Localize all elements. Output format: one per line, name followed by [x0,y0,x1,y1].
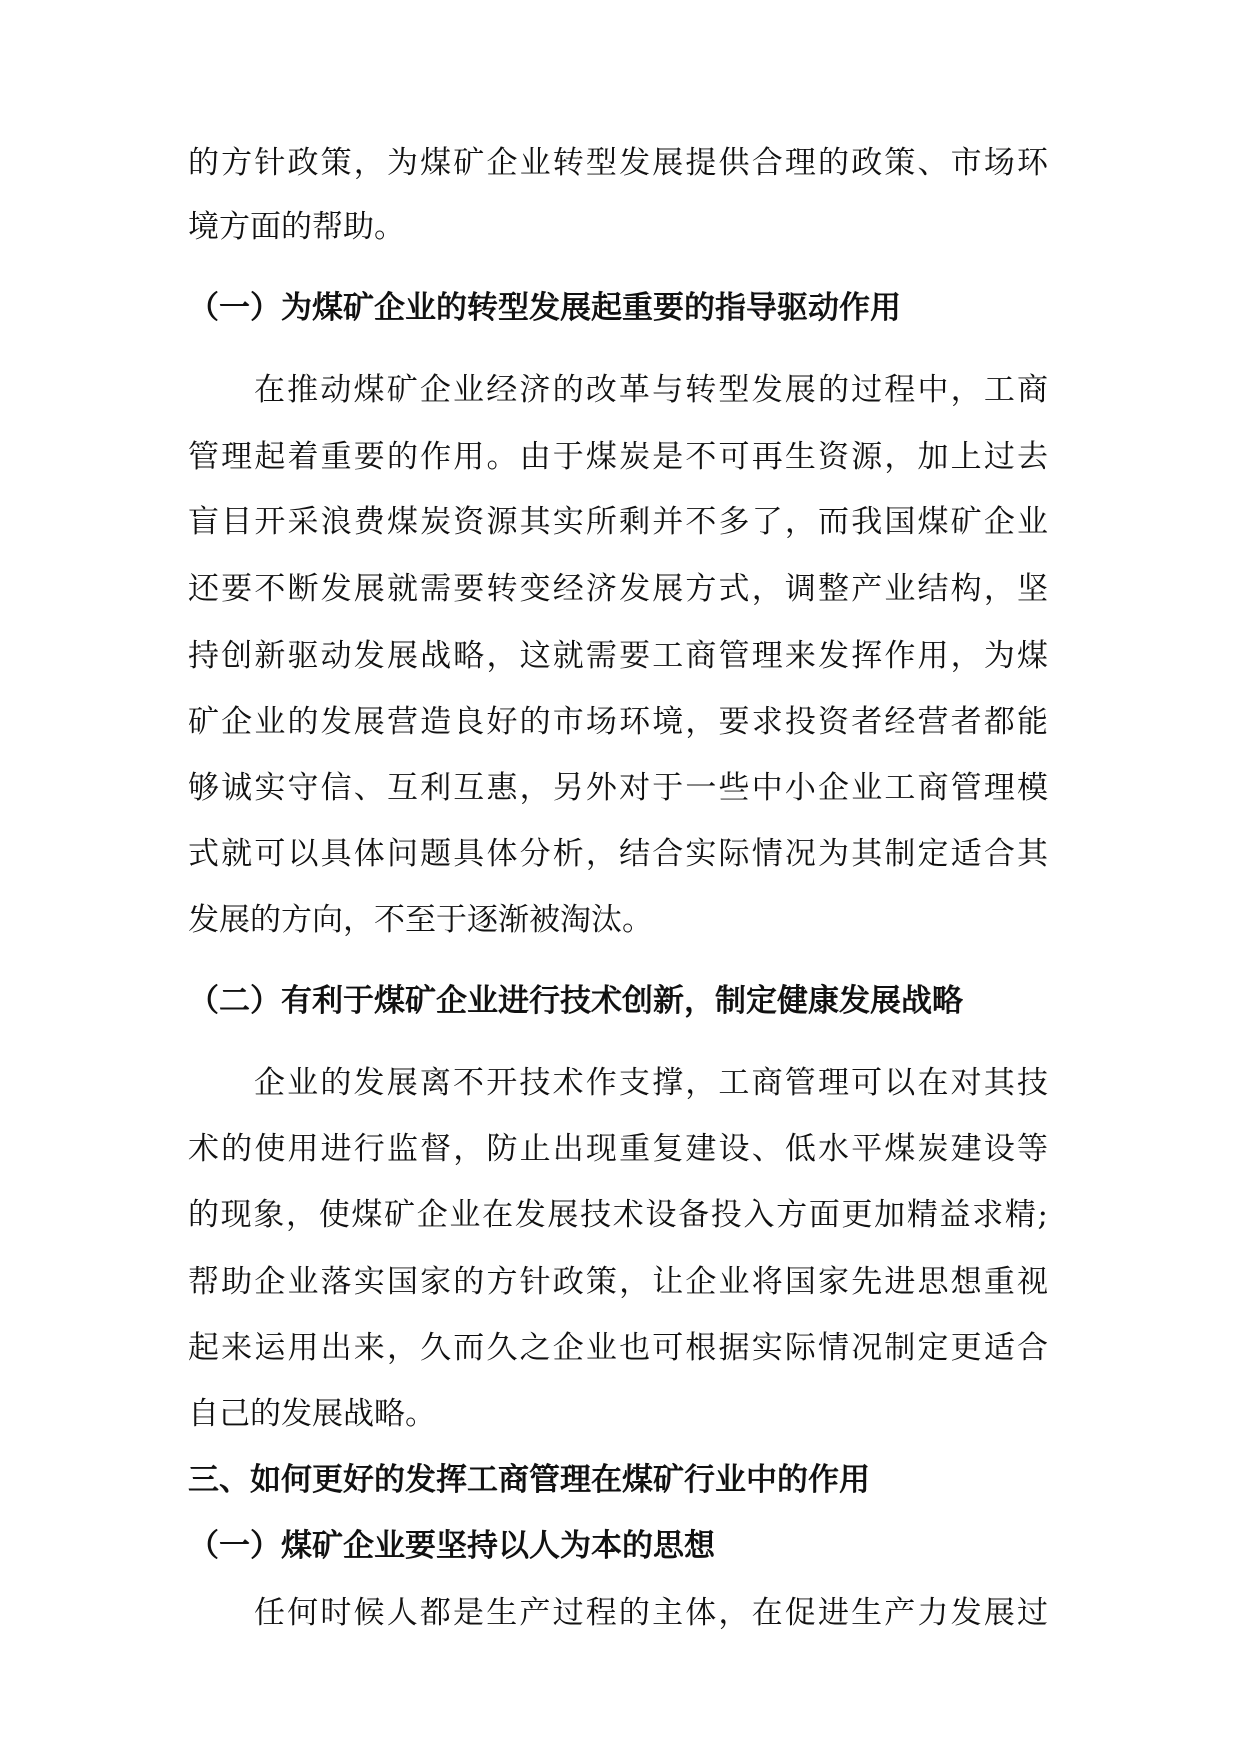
paragraph-line: 还要不断发展就需要转变经济发展方式，调整产业结构，坚 [188,571,1048,607]
paragraph-line: 的方针政策，为煤矿企业转型发展提供合理的政策、市场环 [188,145,1048,181]
paragraph-line: 自己的发展战略。 [188,1396,436,1432]
section-heading: （一）为煤矿企业的转型发展起重要的指导驱动作用 [188,290,901,326]
paragraph-line: 矿企业的发展营造良好的市场环境，要求投资者经营者都能 [188,704,1048,740]
paragraph-line: 的现象，使煤矿企业在发展技术设备投入方面更加精益求精; [188,1197,1048,1233]
paragraph-line: 式就可以具体问题具体分析，结合实际情况为其制定适合其 [188,836,1048,872]
paragraph-line: 盲目开采浪费煤炭资源其实所剩并不多了，而我国煤矿企业 [188,504,1048,540]
section-heading: （一）煤矿企业要坚持以人为本的思想 [188,1528,715,1564]
section-heading: （二）有利于煤矿企业进行技术创新，制定健康发展战略 [188,983,963,1019]
paragraph-line: 境方面的帮助。 [188,209,405,245]
chapter-heading: 三、如何更好的发挥工商管理在煤矿行业中的作用 [188,1462,870,1498]
paragraph-line: 够诚实守信、互利互惠，另外对于一些中小企业工商管理模 [188,770,1048,806]
paragraph-line: 企业的发展离不开技术作支撑，工商管理可以在对其技 [254,1065,1048,1101]
paragraph-line: 在推动煤矿企业经济的改革与转型发展的过程中，工商 [254,372,1048,408]
paragraph-line: 起来运用出来，久而久之企业也可根据实际情况制定更适合 [188,1330,1048,1366]
paragraph-line: 持创新驱动发展战略，这就需要工商管理来发挥作用，为煤 [188,638,1048,674]
paragraph-line: 发展的方向，不至于逐渐被淘汰。 [188,902,653,938]
paragraph-line: 任何时候人都是生产过程的主体，在促进生产力发展过 [254,1595,1048,1631]
paragraph-line: 管理起着重要的作用。由于煤炭是不可再生资源，加上过去 [188,439,1048,475]
paragraph-line: 术的使用进行监督，防止出现重复建设、低水平煤炭建设等 [188,1131,1048,1167]
paragraph-line: 帮助企业落实国家的方针政策，让企业将国家先进思想重视 [188,1264,1048,1300]
